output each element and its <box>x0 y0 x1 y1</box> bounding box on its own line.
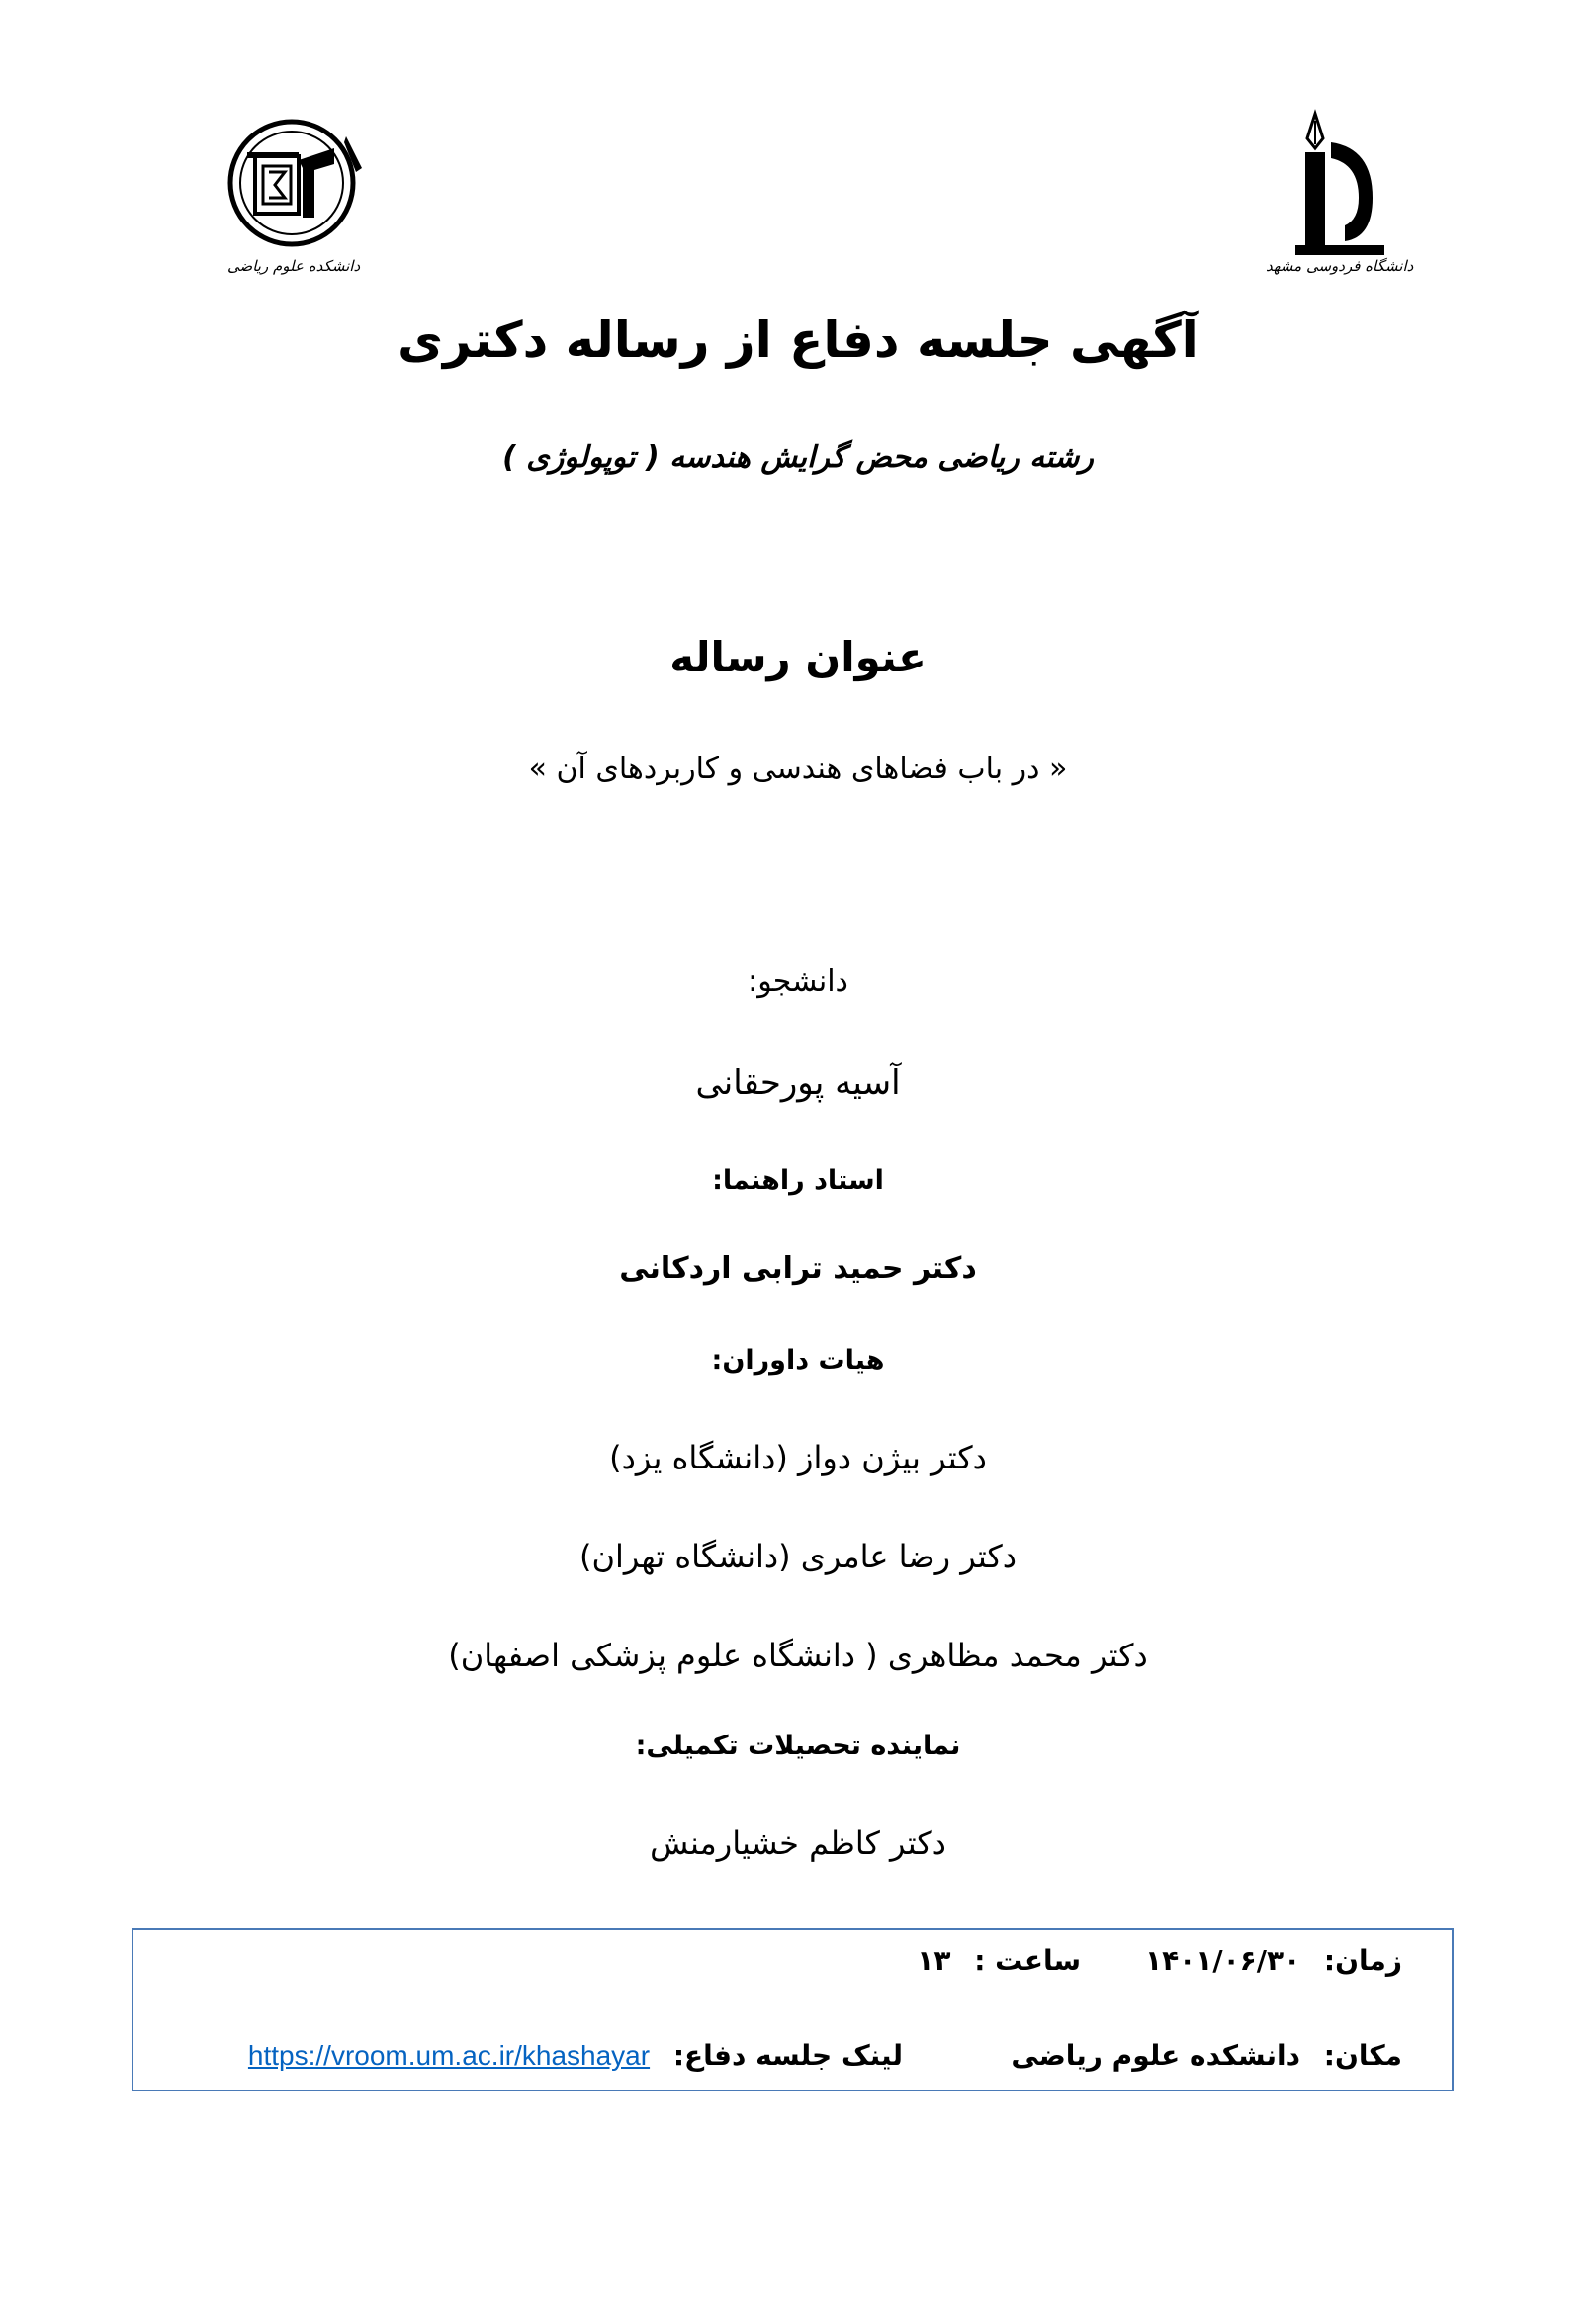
page-title: آگهی جلسه دفاع از رساله دکتری <box>398 311 1198 369</box>
thesis-title: « در باب فضاهای هندسی و کاربردهای آن » <box>528 752 1068 786</box>
session-link <box>248 2039 903 2072</box>
graduate-representative-name: دکتر کاظم خشیارمنش <box>650 1824 946 1862</box>
student-label: دانشجو: <box>748 964 848 999</box>
math-faculty-logo-icon <box>208 109 386 267</box>
supervisor-name: دکتر حمید ترابی اردکانی <box>619 1251 977 1286</box>
student-name: آسیه پورحقانی <box>695 1063 901 1103</box>
ferdowsi-university-logo <box>1266 109 1414 297</box>
session-date-value: ۱۴۰۱/۰۶/۳۰ <box>1145 1944 1301 1977</box>
committee-member: دکتر محمد مظاهری ( دانشگاه علوم پزشکی اصفهان) <box>448 1637 1148 1674</box>
session-date <box>1145 1944 1402 1977</box>
session-place <box>1011 2039 1402 2072</box>
ferdowsi-university-logo-icon <box>1266 109 1414 267</box>
supervisor-label: استاد راهنما: <box>712 1165 884 1196</box>
session-link-label: لینک جلسه دفاع: <box>672 2039 903 2072</box>
session-info-box <box>132 1928 1454 2091</box>
session-time-label: ساعت : <box>974 1944 1081 1977</box>
committee-label: هیات داوران: <box>711 1345 885 1376</box>
math-faculty-logo-caption: دانشکده علوم ریاضی <box>227 257 361 275</box>
graduate-representative-label: نماینده تحصیلات تکمیلی: <box>635 1731 961 1761</box>
math-faculty-logo <box>208 109 386 297</box>
session-place-label: مکان: <box>1323 2039 1402 2072</box>
session-link-url[interactable]: https://vroom.um.ac.ir/khashayar <box>247 2040 651 2071</box>
session-date-label: زمان: <box>1323 1944 1402 1977</box>
committee-member: دکتر بیژن دواز (دانشگاه یزد) <box>609 1439 987 1476</box>
page-subtitle: رشته ریاضی محض گرایش هندسه ( توپولوژی ) <box>502 440 1094 475</box>
thesis-title-label: عنوان رساله <box>669 633 927 681</box>
ferdowsi-university-logo-caption: دانشگاه فردوسی مشهد <box>1266 257 1414 275</box>
session-place-value: دانشکده علوم ریاضی <box>1011 2039 1301 2072</box>
session-time-value: ۱۳ <box>917 1944 951 1977</box>
session-time <box>917 1944 1081 1977</box>
committee-member: دکتر رضا عامری (دانشگاه تهران) <box>579 1538 1017 1575</box>
